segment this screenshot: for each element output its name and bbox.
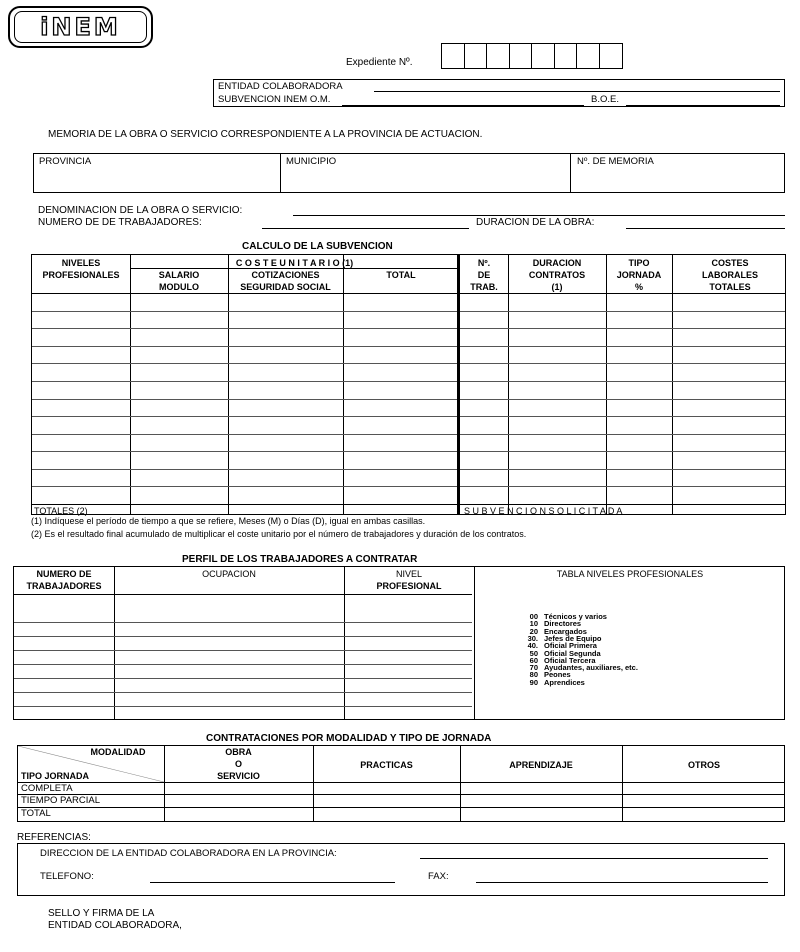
- table-row-divider: [460, 328, 785, 329]
- subvencion-title: CALCULO DE LA SUBVENCION: [242, 241, 393, 252]
- table-row-divider: [460, 399, 785, 400]
- cotizaciones-header-1: COTIZACIONES: [251, 270, 320, 280]
- niveles-header-1: NIVELES: [61, 258, 101, 268]
- nivel-code: 50: [529, 648, 538, 658]
- boe-field[interactable]: [626, 105, 780, 106]
- expediente-digit-box[interactable]: [555, 44, 578, 68]
- nivel-name: Jefes de Equipo: [544, 633, 602, 643]
- row-tiempo-parcial: TIEMPO PARCIAL: [21, 795, 101, 806]
- table-row-divider: [32, 434, 457, 435]
- nivel-code: 90: [529, 677, 538, 687]
- sello-line-2: ENTIDAD COLABORADORA,: [48, 920, 182, 931]
- provincia-label: PROVINCIA: [39, 156, 92, 167]
- subvencion-field[interactable]: [342, 105, 584, 106]
- referencias-title: REFERENCIAS:: [17, 832, 91, 843]
- expediente-digit-box[interactable]: [442, 44, 465, 68]
- table-row-divider: [460, 416, 785, 417]
- table-row-divider: [460, 311, 785, 312]
- costes-header-2: LABORALES: [702, 270, 758, 280]
- costes-header-3: TOTALES: [709, 282, 751, 292]
- telefono-label: TELEFONO:: [40, 871, 94, 882]
- nivel-code: 40.: [527, 641, 538, 651]
- nivel-header-1: NIVEL: [395, 569, 422, 579]
- table-row-divider: [32, 399, 457, 400]
- total-header: TOTAL: [386, 270, 416, 280]
- table-row-divider: [32, 469, 457, 470]
- nivel-header-2: PROFESIONAL: [376, 581, 442, 591]
- duracion-header-2: CONTRATOS: [528, 270, 586, 280]
- tipo-header-2: JORNADA: [616, 270, 662, 280]
- nivel-name: Encargados: [544, 626, 587, 636]
- duracion-obra-field[interactable]: [626, 228, 785, 229]
- table-row-divider: [14, 650, 472, 651]
- table-row-divider: [14, 678, 472, 679]
- table-row-divider: [32, 328, 457, 329]
- nivel-code: 30.: [527, 633, 538, 643]
- duracion-obra-label: DURACION DE LA OBRA:: [476, 217, 595, 228]
- perfil-table: [13, 566, 785, 720]
- expediente-digit-box[interactable]: [510, 44, 533, 68]
- ntrab-header-1: Nº.: [477, 258, 491, 268]
- table-row-divider: [32, 346, 457, 347]
- table-row-divider: [32, 311, 457, 312]
- boe-label: B.O.E.: [591, 94, 619, 105]
- tabla-niveles-header: TABLA NIVELES PROFESIONALES: [556, 569, 704, 579]
- contrataciones-table: [17, 745, 785, 822]
- municipio-label: MUNICIPIO: [286, 156, 337, 167]
- table-row-divider: [32, 416, 457, 417]
- table-row-divider: [32, 486, 457, 487]
- nivel-code: 20: [529, 626, 538, 636]
- expediente-digit-box[interactable]: [487, 44, 510, 68]
- table-row-divider: [32, 451, 457, 452]
- numero-trabajadores-header-2: TRABAJADORES: [26, 581, 102, 591]
- nivel-name: Ayudantes, auxiliares, etc.: [544, 663, 638, 673]
- table-row-divider: [14, 692, 472, 693]
- location-box: [33, 153, 785, 193]
- entidad-label: ENTIDAD COLABORADORA: [218, 81, 343, 92]
- tipo-jornada-header: TIPO JORNADA: [21, 771, 90, 781]
- otros-header: OTROS: [687, 760, 720, 770]
- entidad-field[interactable]: [374, 91, 780, 92]
- table-row-divider: [460, 346, 785, 347]
- costes-header-1: COSTES: [711, 258, 749, 268]
- perfil-title: PERFIL DE LOS TRABAJADORES A CONTRATAR: [182, 554, 418, 565]
- table-row-divider: [460, 469, 785, 470]
- ntrab-header-3: TRAB.: [470, 282, 498, 292]
- direccion-field[interactable]: [420, 858, 768, 859]
- inem-logo: [8, 6, 153, 48]
- numero-trabajadores-label: NUMERO DE DE TRABAJADORES:: [38, 217, 202, 228]
- row-total: TOTAL: [21, 808, 51, 819]
- duracion-header-3: (1): [551, 282, 563, 292]
- nivel-item: [524, 679, 585, 686]
- nivel-name: Directores: [544, 619, 582, 629]
- subvencion-label: SUBVENCION INEM O.M.: [218, 94, 331, 105]
- coste-table: [31, 254, 458, 515]
- niveles-header-2: PROFESIONALES: [42, 270, 120, 280]
- table-row-divider: [32, 363, 457, 364]
- salario-header-2: MODULO: [159, 282, 199, 292]
- nivel-name: Peones: [544, 670, 571, 680]
- table-row-divider: [14, 622, 472, 623]
- numero-trabajadores-header-1: NUMERO DE: [36, 569, 92, 579]
- tipo-header-1: TIPO: [628, 258, 650, 268]
- costes-table: [458, 254, 786, 515]
- expediente-digit-box[interactable]: [532, 44, 555, 68]
- nivel-code: 00: [529, 612, 538, 621]
- contrataciones-title: CONTRATACIONES POR MODALIDAD Y TIPO DE JORNADA: [206, 733, 492, 744]
- coste-unitario-header: C O S T E U N I T A R I O (1): [235, 258, 354, 268]
- table-row-divider: [14, 636, 472, 637]
- obra-header-3: SERVICIO: [217, 771, 260, 781]
- table-row-divider: [32, 381, 457, 382]
- nivel-code: 10: [529, 619, 538, 629]
- telefono-field[interactable]: [150, 882, 395, 883]
- memoria-number-label: Nº. DE MEMORIA: [577, 156, 654, 167]
- ntrab-header-2: DE: [477, 270, 491, 280]
- table-row-divider: [14, 664, 472, 665]
- nivel-name: Oficial Segunda: [544, 648, 601, 658]
- numero-trabajadores-field[interactable]: [262, 228, 469, 229]
- fax-label: FAX:: [428, 871, 449, 882]
- footnote-1: (1) Indíquese el período de tiempo a que se refiere, Meses (M) o Días (D), igual en ambas casillas.: [31, 516, 426, 526]
- expediente-digit-box[interactable]: [577, 44, 600, 68]
- direccion-label: DIRECCION DE LA ENTIDAD COLABORADORA EN LA PROVINCIA:: [40, 848, 337, 859]
- expediente-boxes[interactable]: [441, 43, 623, 69]
- tipo-header-3: %: [634, 282, 643, 292]
- denominacion-label: DENOMINACION DE LA OBRA O SERVICIO:: [38, 205, 243, 216]
- row-completa: COMPLETA: [21, 783, 73, 794]
- memoria-title: MEMORIA DE LA OBRA O SERVICIO CORRESPONDIENTE A LA PROVINCIA DE ACTUACION.: [48, 129, 483, 140]
- modalidad-header: MODALIDAD: [90, 747, 146, 757]
- table-row-divider: [460, 451, 785, 452]
- expediente-digit-box[interactable]: [465, 44, 488, 68]
- expediente-digit-box[interactable]: [600, 44, 623, 68]
- obra-header-1: OBRA: [225, 747, 252, 757]
- nivel-item: [524, 664, 638, 671]
- expediente-label: Expediente Nº.: [346, 57, 413, 68]
- salario-header-1: SALARIO: [158, 270, 200, 280]
- ocupacion-header: OCUPACION: [202, 569, 256, 579]
- cotizaciones-header-2: SEGURIDAD SOCIAL: [240, 282, 331, 292]
- nivel-name: Aprendices: [544, 677, 585, 687]
- inem-logo-text: iNEM: [14, 11, 147, 43]
- duracion-header-1: DURACION: [532, 258, 582, 268]
- nivel-name: Oficial Primera: [544, 641, 597, 651]
- nivel-name: Técnicos y varios: [544, 612, 607, 621]
- footnote-2: (2) Es el resultado final acumulado de multiplicar el coste unitario por el número de trabajadores y duración de los contratos.: [31, 529, 527, 539]
- nivel-code: 60: [529, 655, 538, 665]
- nivel-code: 70: [529, 663, 538, 673]
- table-row-divider: [460, 434, 785, 435]
- subvencion-solicitada-label: S U B V E N C I O N S O L I C I T A D A: [464, 506, 623, 516]
- nivel-code: 80: [529, 670, 538, 680]
- table-row-divider: [460, 381, 785, 382]
- nivel-name: Oficial Tercera: [544, 655, 596, 665]
- table-row-divider: [460, 363, 785, 364]
- sello-line-1: SELLO Y FIRMA DE LA: [48, 908, 155, 919]
- table-row-divider: [14, 706, 472, 707]
- table-row-divider: [460, 486, 785, 487]
- obra-header-2: O: [234, 759, 242, 769]
- totales-label: TOTALES (2): [34, 506, 88, 516]
- denominacion-field[interactable]: [293, 215, 785, 216]
- fax-field[interactable]: [476, 882, 768, 883]
- aprendizaje-header: APRENDIZAJE: [509, 760, 573, 770]
- referencias-box: [17, 843, 785, 896]
- practicas-header: PRACTICAS: [360, 760, 413, 770]
- entidad-box: [213, 79, 785, 107]
